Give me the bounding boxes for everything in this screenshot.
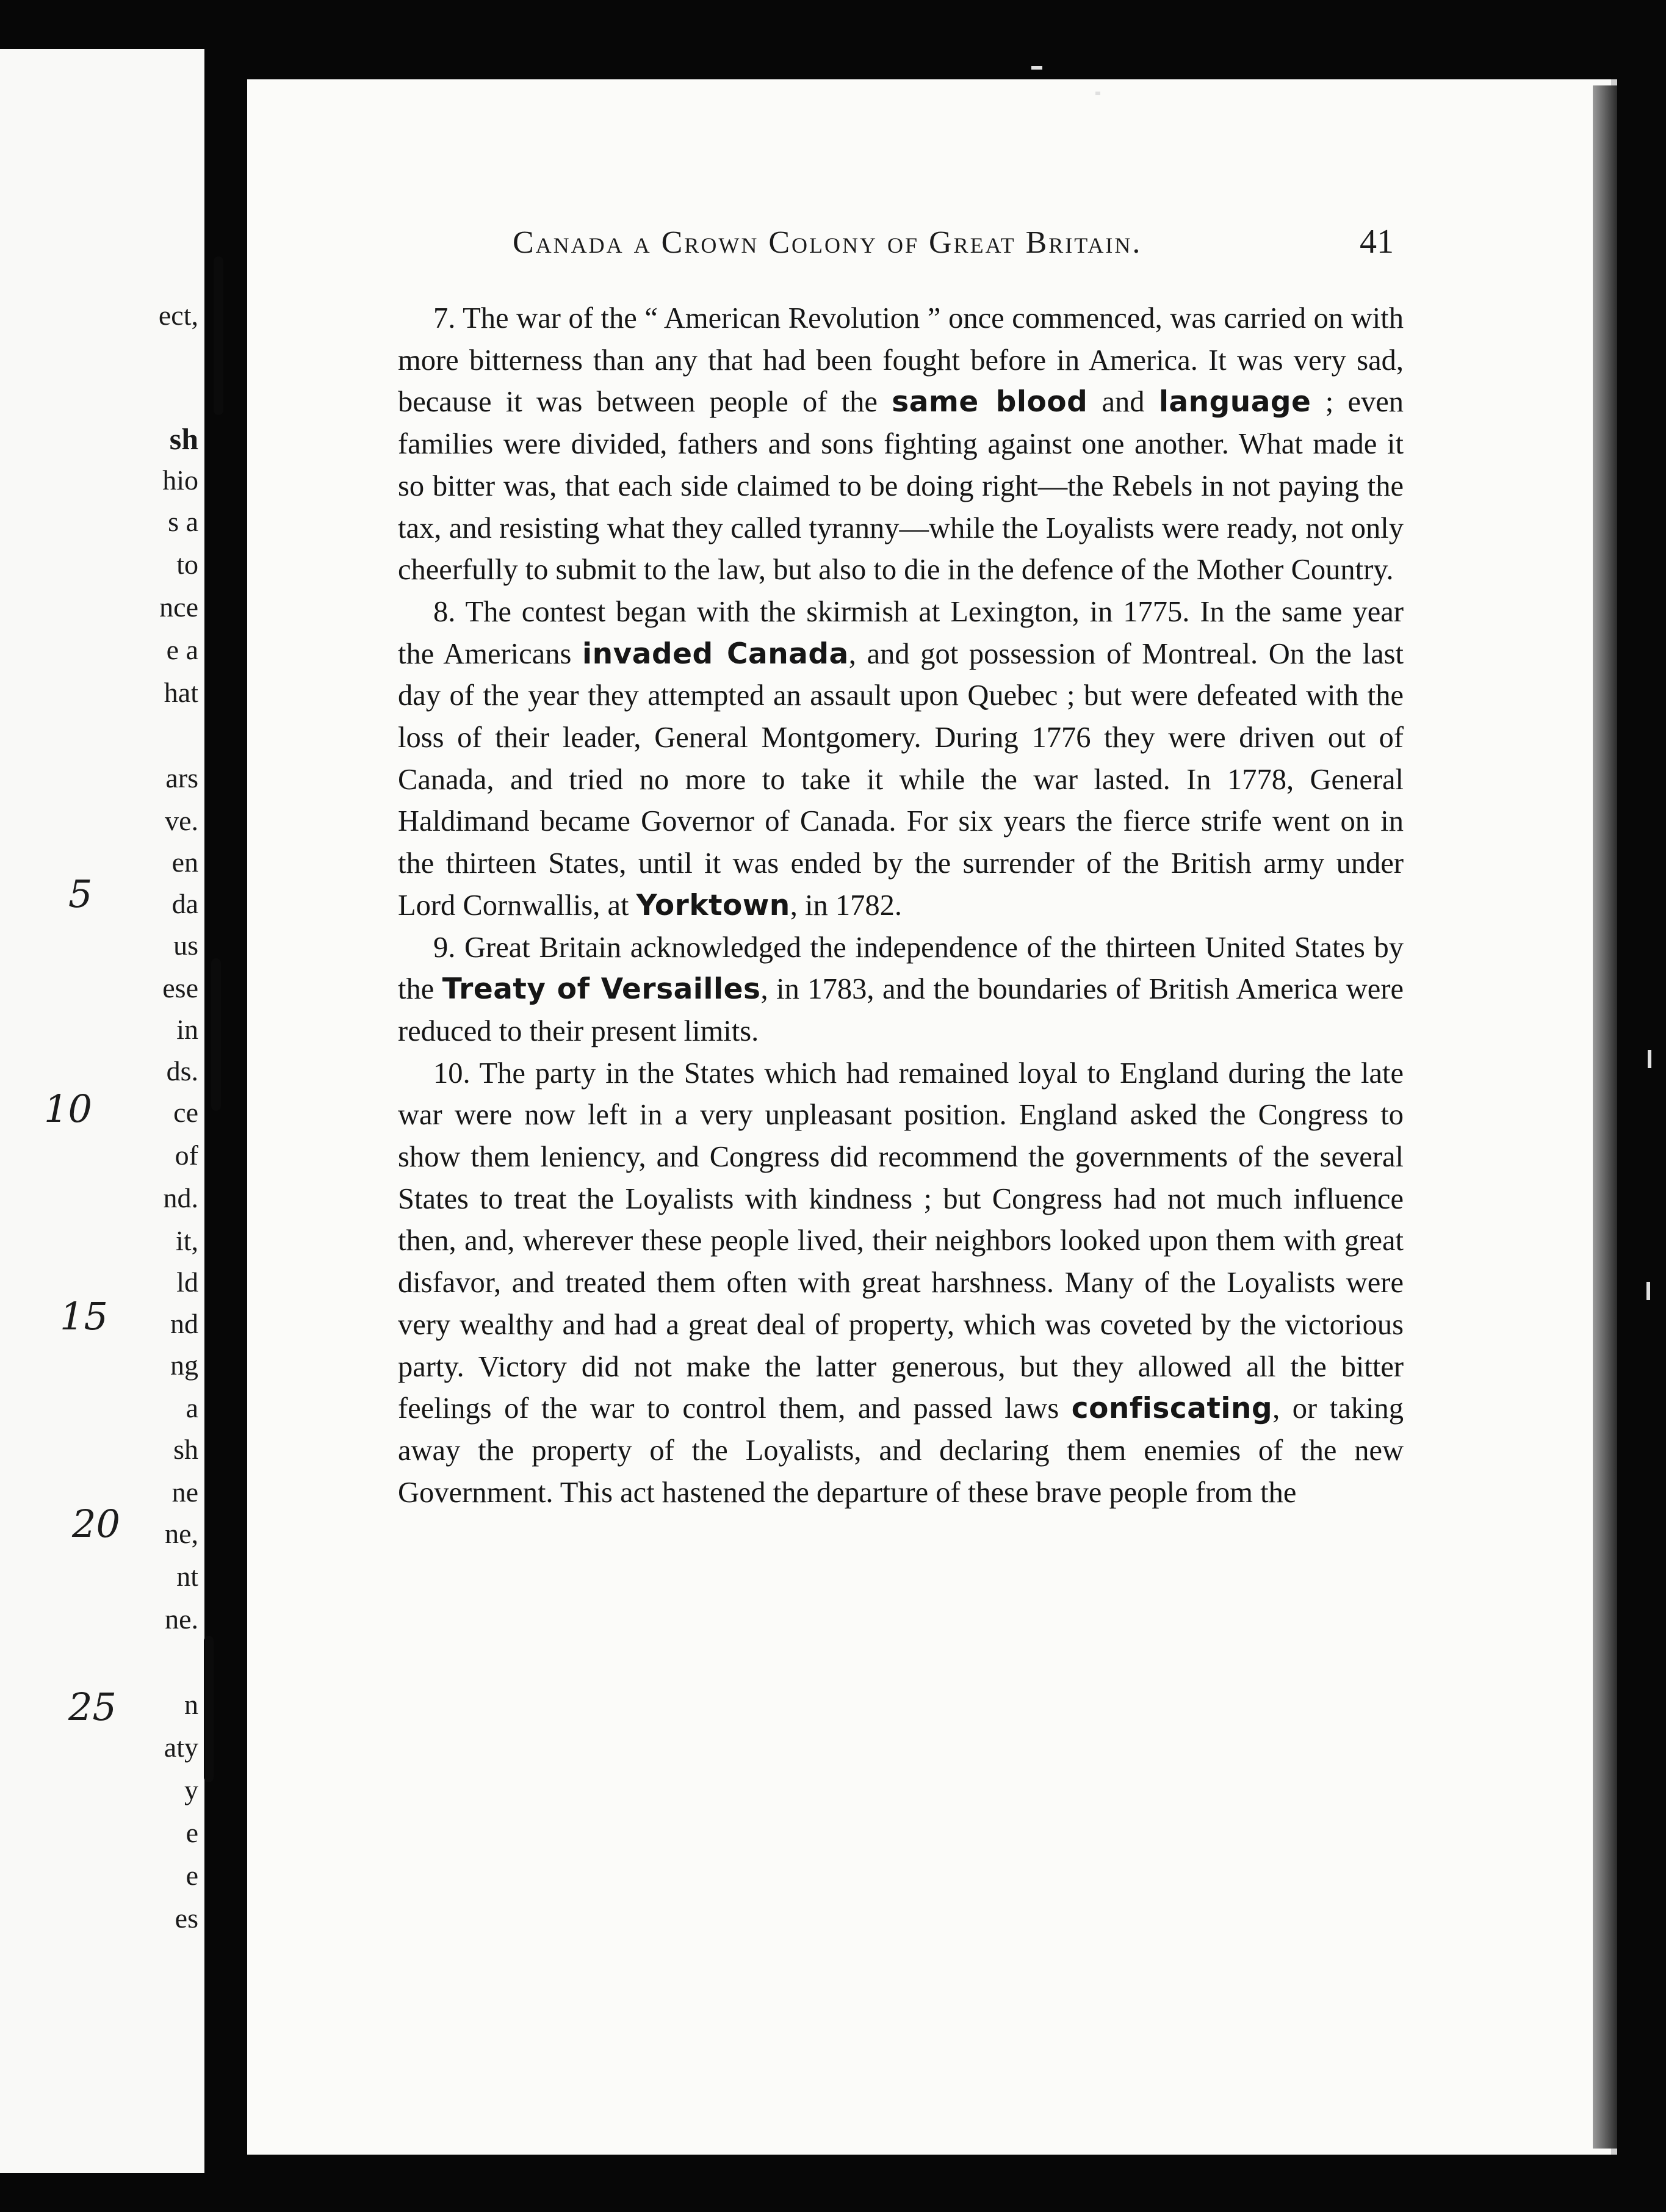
left-page-line: ect, [158,300,198,331]
left-page-line: sh [173,1434,198,1465]
left-page-line: ne, [165,1518,198,1549]
left-page-line: e a [166,634,198,665]
left-page-line: ne [171,1476,198,1508]
pencil-tally-mark: 20 [72,1502,120,1546]
left-page-line: sh [169,422,198,456]
left-page-line: ng [170,1350,198,1381]
left-page-line: en [171,847,198,878]
paragraph-8: 8. The contest began with the skirmish at Lexington, in 1775. In the same year the Americans invaded Canada, and got possession of Montreal. On the last day of the year they attempted an assault upon Quebec ; but were defeated with the loss of their leader, General Montgomery. During 1776 they were driven out of Canada, and tried no more to take it while the war lasted. In 1778, General Haldimand became Governor of Canada. For six years the fierce strife went on in the thirteen States, until it was ended by the surrender of the British army under Lord Cornwallis, at Yorktown, in 1782. [398,595,1404,922]
left-page-line: s a [168,506,198,537]
left-page-line: e [186,1860,198,1891]
left-page-line: ld [176,1267,198,1298]
body-text [398,298,1404,1514]
left-page-line: to [176,549,198,580]
paragraph-9: 9. Great Britain acknowledged the independence of the thirteen United States by the Treaty of Versailles, in 1783, and the boundaries of British America were reduced to their present limits. [398,931,1404,1047]
left-page-line: in [176,1014,198,1045]
pencil-tally-mark: 5 [68,872,93,916]
left-page-line: aty [164,1732,198,1763]
left-page-line: e [186,1817,198,1848]
left-page-line: ve. [165,805,198,836]
scan-speck [1095,92,1100,95]
pencil-tally-mark: 25 [68,1685,117,1729]
scan-speck [1031,66,1042,70]
scan-speck [1648,1050,1651,1068]
left-page-line: of [175,1140,198,1171]
left-page-line: hio [162,464,198,496]
emphasis: confiscating [1071,1392,1273,1426]
left-page-line: ds. [166,1055,198,1086]
emphasis: language [1158,385,1311,419]
left-page-line: nd. [163,1182,198,1213]
left-page-line: da [171,888,198,919]
pencil-tally-mark: 15 [60,1294,108,1339]
running-head: Canada a Crown Colony of Great Britain. [513,225,1142,260]
left-facing-page [0,49,204,2173]
left-page-line: hat [164,677,198,708]
emphasis: Treaty of Versailles [442,972,761,1007]
paragraph-10: 10. The party in the States which had remained loyal to England during the late war were now left in a very unpleasant position. England asked the Congress to show them leniency, and Congress did recommend the governments of the several States to treat the Loyalists with kindness ; but Congress had not much influence then, and, wherever these people lived, their neighbors looked upon them with great disfavor, and treated them often with great harshness. Many of the Loyalists were very wealthy and had a great deal of property, which was coveted by the victorious party. Victory did not make the latter generous, but they allowed all the bitter feelings of the war to control them, and passed laws confiscating, or taking away the property of the Loyalists, and declaring them enemies of the new Government. This act hastened the departure of these brave people from the [398,1057,1404,1509]
left-page-line: y [184,1774,198,1805]
left-page-line: us [173,930,198,961]
binding-thread-mark [214,256,223,415]
left-page-line: a [186,1392,198,1423]
left-page-line: ese [162,972,198,1003]
emphasis: same blood [892,385,1088,419]
scan-speck [1646,1282,1650,1300]
pencil-tally-mark: 10 [44,1086,92,1131]
emphasis: Yorktown [636,888,790,922]
page-edge-shadow [1593,85,1617,2149]
page-number: 41 [1360,223,1394,261]
left-page-line: n [184,1689,198,1720]
left-page-line: nd [170,1308,198,1339]
paragraph-7: 7. The war of the “ American Revolution ” once commenced, was carried on with more bitterness than any that had been fought before in America. It was very sad, because it was between people of the same blood and language ; even families were divided, fathers and sons fighting against one another. What made it so bitter was, that each side claimed to be doing right—the Rebels in not paying the tax, and resisting what they called tyranny—while the Loyalists were ready, not only cheerfully to submit to the law, but also to die in the defence of the Mother Country. [398,302,1404,587]
left-page-line: nce [159,591,198,623]
left-page-line: nt [176,1561,198,1592]
left-page-line: ce [173,1097,198,1128]
left-page-line: es [175,1903,198,1934]
binding-thread-mark [211,958,221,1111]
left-page-line: it, [175,1225,198,1256]
left-page-line: ne. [165,1603,198,1635]
emphasis: invaded Canada [582,637,849,671]
left-page-line: ars [165,762,198,793]
binding-thread-mark [204,1636,214,1782]
